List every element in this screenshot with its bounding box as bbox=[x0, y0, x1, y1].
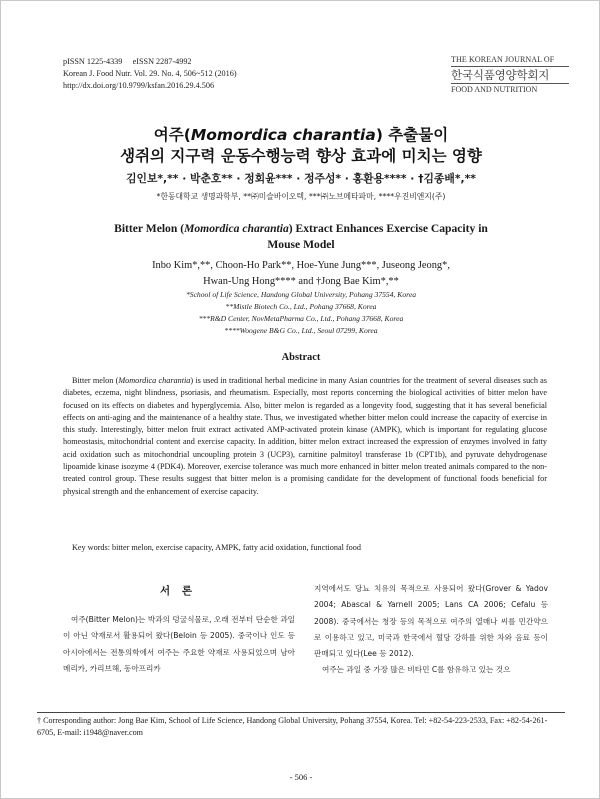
page-number: - 506 - bbox=[289, 772, 313, 782]
journal-name-en-bottom: FOOD AND NUTRITION bbox=[451, 85, 538, 94]
introduction-left-column: 여주(Bitter Melon)는 박과의 덩굴식물로, 오래 전부터 단순한 과일이 아닌 약재로서 활용되어 왔다(Beloin 등 2005). 중국이나 인도 등 아시아에서는 전통의학에서 여주는 주요한 약재로 사용되었으며 남아메리카, 카리브해, 동아프리카 bbox=[63, 615, 295, 673]
journal-logo-block bbox=[451, 55, 569, 95]
authors-english-line2: Hwan-Ung Hong**** and †Jong Bae Kim*,** bbox=[203, 276, 399, 287]
footnote-divider bbox=[37, 712, 565, 713]
authors-english-line1: Inbo Kim*,**, Choon-Ho Park**, Hoe-Yune Jung***, Juseong Jeong*, bbox=[152, 260, 450, 271]
authors-korean: 김인보*,** · 박춘호** · 정회윤*** · 정주성* · 홍환용**** · †김종배*,** bbox=[126, 172, 476, 185]
korean-title-line1: 여주(Momordica charantia) 추출물이 bbox=[153, 126, 449, 144]
journal-name-ko: 한국식품영양학회지 bbox=[451, 68, 550, 82]
article-metadata bbox=[63, 56, 237, 92]
abstract-species: Momordica charantia bbox=[118, 376, 191, 385]
affiliations-korean: *한동대학교 생명과학부, **㈜미슬바이오텍, ***㈜노브메타파마, ****우진비앤지(주) bbox=[156, 192, 446, 201]
keywords: Key words: bitter melon, exercise capacity, AMPK, fatty acid oxidation, functional food bbox=[72, 543, 361, 552]
english-title-line2: Mouse Model bbox=[267, 238, 335, 251]
korean-title-species: Momordica charantia bbox=[190, 126, 376, 144]
korean-title-line2: 생쥐의 지구력 운동수행능력 향상 효과에 미치는 영향 bbox=[120, 147, 482, 165]
affiliation-english: *School of Life Science, Handong Global University, Pohang 37554, Korea bbox=[185, 290, 417, 299]
affiliation-english: ****Woogene B&G Co., Ltd., Seoul 07299, Korea bbox=[224, 326, 378, 335]
journal-rule-top bbox=[451, 66, 569, 67]
affiliation-english: ***R&D Center, NovMetaPharma Co., Ltd., Pohang 37668, Korea bbox=[198, 314, 404, 323]
intro-paragraph: 지역에서도 당뇨 치유의 목적으로 사용되어 왔다(Grover & Yadov 2004; Abascal & Yarnell 2005; Lans CA 2006; Cefalu 등 2008). 중국에서는 청장 등의 목적으로 여주의 열매나 씨를 민간약으로 이용하고 있고, 미국과 한국에서 혈당 강하를 위한 차와 음료 등이 판매되고 있다(Lee 등 2012). bbox=[314, 584, 548, 659]
citation-line: Korean J. Food Nutr. Vol. 29. No. 4, 506~512 (2016) bbox=[63, 69, 237, 78]
doi-link[interactable]: http://dx.doi.org/10.9799/ksfan.2016.29.4.506 bbox=[63, 81, 215, 90]
introduction-heading: 서 론 bbox=[160, 585, 196, 597]
journal-rule-bottom bbox=[451, 83, 569, 84]
english-title-species: Momordica charantia bbox=[184, 222, 289, 235]
intro-paragraph: 여주는 과일 중 가장 많은 비타민 C를 함유하고 있는 것으 bbox=[322, 665, 511, 675]
affiliation-english: **Mistle Biotech Co., Ltd., Pohang 37668, Korea bbox=[225, 302, 377, 311]
corresponding-author-footnote: † Corresponding author: Jong Bae Kim, School of Life Science, Handong Global University, Pohang 37554, Korea. Tel: +82-54-223-2533, Fax: +82-54-261-6705, E-mail: i1948@naver.com bbox=[37, 716, 548, 738]
issn-line: pISSN 1225-4339 eISSN 2287-4992 bbox=[63, 57, 192, 66]
abstract-heading: Abstract bbox=[281, 352, 321, 363]
english-title-line1: Bitter Melon (Momordica charantia) Extract Enhances Exercise Capacity in bbox=[114, 222, 488, 235]
journal-name-en-top: THE KOREAN JOURNAL OF bbox=[451, 55, 555, 64]
abstract-body: Bitter melon (Momordica charantia) is used in traditional herbal medicine in many Asian countries for the treatment of several diseases such as diabetes, eczema, night blindness, psoriasis, and rheumatism. Especially, most reports concerning the biological activities of bitter melon have focused on its effects on diabetes and hyperglycemia. Also, bitter melon is regarded as a longevity food, suggesting that it has several beneficial effects on anti-aging and the maintenance of a healthy state. Thus, we investigated whether bitter melon could increase the capacity of exercise in this study. Interestingly, bitter melon fruit extract activated AMP-activated protein kinase (AMPK), which is important for regulating glucose homeostasis, mitochondrial content and exercise capacity. In addition, bitter melon extract increased the expression of enzymes involved in fatty acid oxidation such as mitochondrial uncoupling protein 3 (UCP3), carnitine palmitoyl transferase 1b (CPT1b), and pyruvate dehydrogenase lipoamide kinase isozyme 4 (PDK4). Moreover, exercise tolerance was much more enhanced in bitter melon treated animals compared to the non-treated control group. These results suggest that bitter melon is a promising candidate for the development of functional foods beneficial for physical strength and the enhancement of exercise capacity. bbox=[63, 376, 547, 496]
introduction-right-column bbox=[314, 581, 548, 679]
